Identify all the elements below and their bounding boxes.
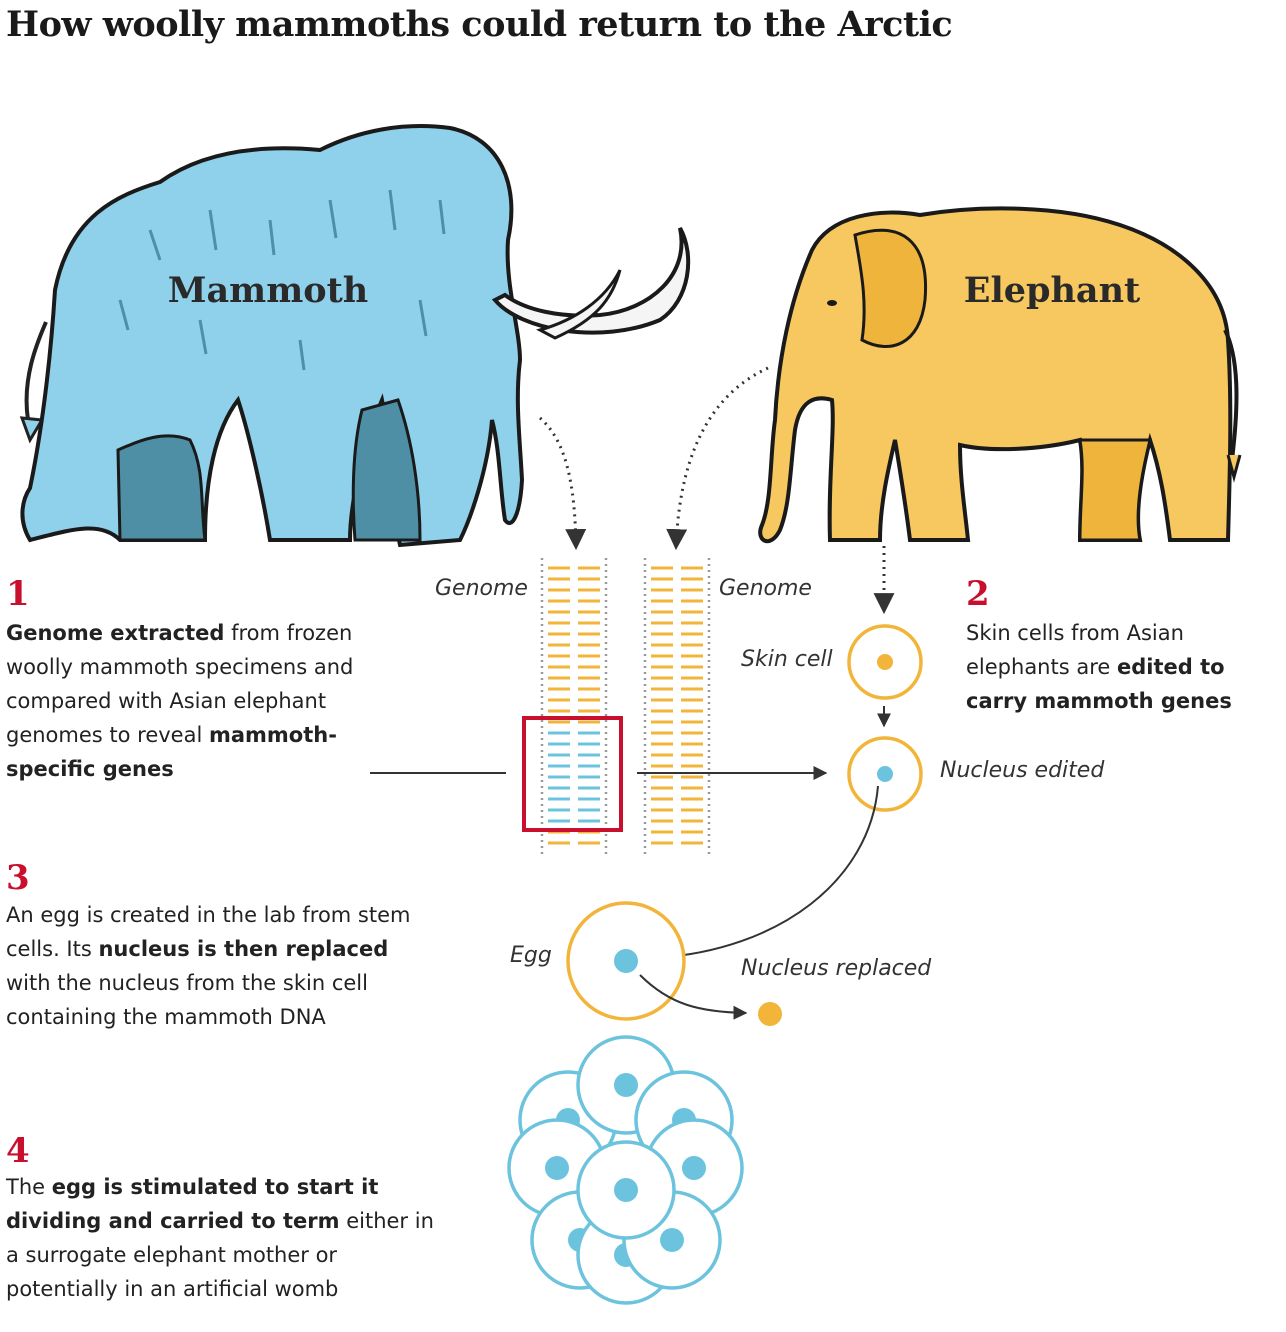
step-2-number: 2 (966, 574, 990, 614)
genome-label-elephant: Genome (719, 576, 812, 601)
elephant-label: Elephant (963, 270, 1141, 311)
mammoth-to-genome-arrow (540, 418, 576, 548)
elephant-illustration (760, 208, 1240, 541)
nucleus-edited-label: Nucleus edited (940, 758, 1105, 783)
edited-nucleus (877, 766, 893, 782)
step-3-text: An egg is created in the lab from stem cells. Its nucleus is then replaced with the nucleus from the skin cell containing the mammoth DNA (6, 903, 411, 1029)
mammoth-label: Mammoth (167, 270, 369, 311)
mammoth-illustration (22, 126, 688, 545)
dividing-embryo-cluster (509, 1037, 742, 1303)
embryo-cell-nucleus (660, 1228, 684, 1252)
nucleus-replaced-label: Nucleus replaced (741, 956, 932, 981)
step-4-number: 4 (6, 1131, 30, 1171)
mammoth-genome-strip (542, 558, 606, 856)
genome-label-mammoth: Genome (435, 576, 528, 601)
embryo-cell-nucleus (545, 1156, 569, 1180)
egg-label: Egg (510, 943, 552, 968)
step-3-number: 3 (6, 858, 30, 898)
replaced-nucleus (758, 1002, 782, 1026)
embryo-cell-nucleus (682, 1156, 706, 1180)
egg-new-nucleus (614, 949, 638, 973)
step-4-text: The egg is stimulated to start it dividing and carried to term either in a surrogate elephant mother or potentially in an artificial womb (6, 1175, 434, 1301)
step-1-number: 1 (6, 574, 30, 614)
embryo-cell-nucleus (614, 1073, 638, 1097)
skin-cell-label: Skin cell (741, 647, 833, 672)
nucleus-transfer-arrow (656, 786, 878, 958)
elephant-to-genome-arrow (676, 368, 768, 548)
infographic-title: How woolly mammoths could return to the Arctic (6, 4, 953, 45)
skin-cell-nucleus (877, 654, 893, 670)
elephant-genome-strip (645, 558, 709, 856)
step-2-text: Skin cells from Asian elephants are edited to carry mammoth genes (966, 621, 1232, 713)
embryo-cell-nucleus (614, 1178, 638, 1202)
step-1-text: Genome extracted from frozen woolly mammoth specimens and compared with Asian elephant genomes to reveal mammoth-specific genes (6, 621, 354, 781)
